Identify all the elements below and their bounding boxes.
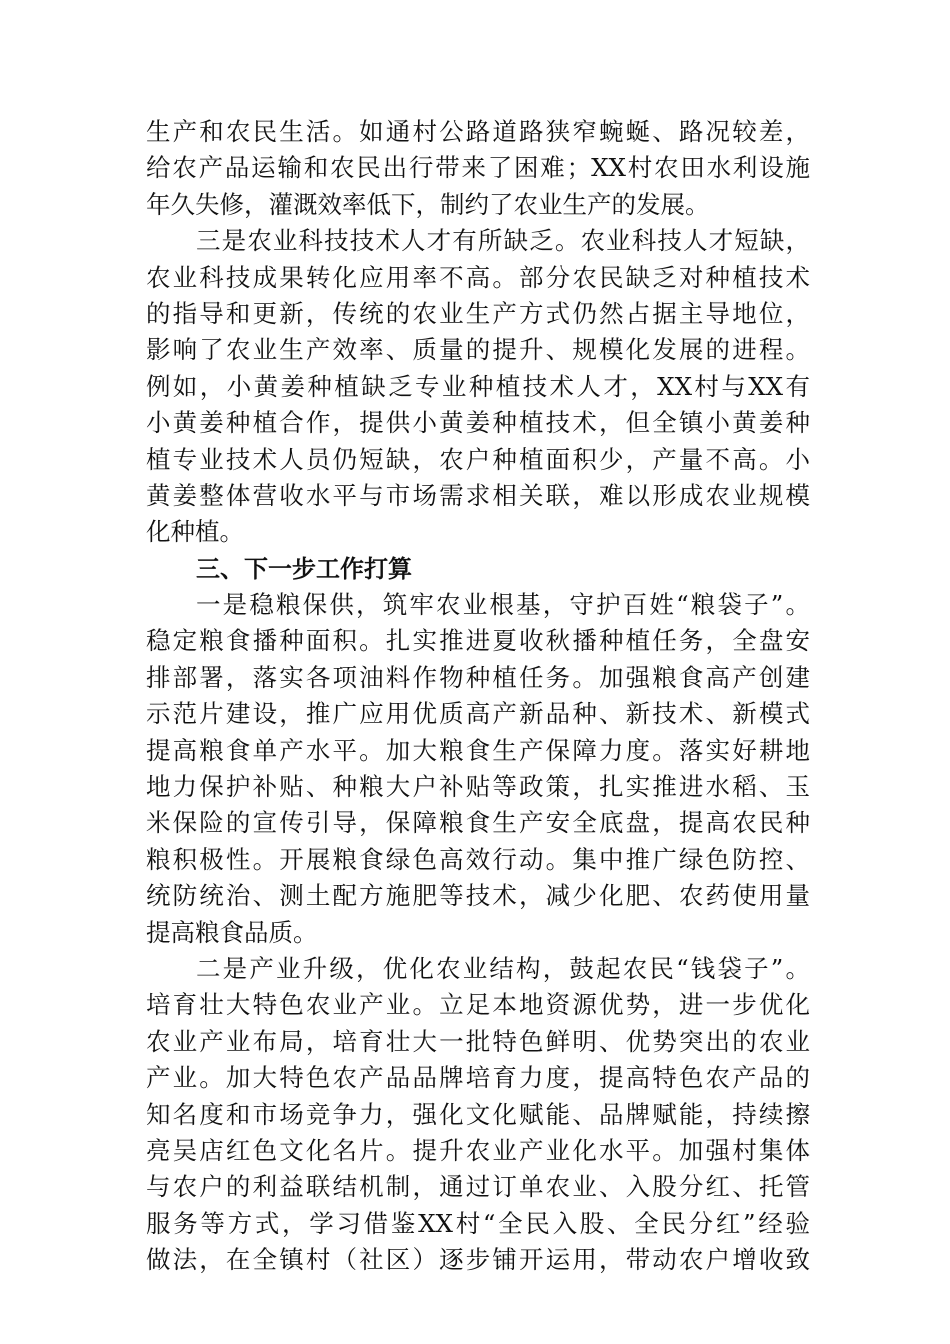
text-line: 提高粮食单产水平。加大粮食生产保障力度。落实好耕地 — [146, 735, 810, 765]
text-line: 服务等方式，学习借鉴XX村“全民入股、全民分红”经验 — [146, 1208, 810, 1238]
text-line: 米保险的宣传引导，保障粮食生产安全底盘，提高农民种 — [146, 808, 810, 838]
text-line: 例如，小黄姜种植缺乏专业种植技术人才，XX村与XX有 — [146, 371, 810, 401]
text-line: 小黄姜种植合作，提供小黄姜种植技术，但全镇小黄姜种 — [146, 408, 810, 438]
text-line: 统防统治、测土配方施肥等技术，减少化肥、农药使用量 — [146, 881, 810, 911]
text-line: 农业科技成果转化应用率不高。部分农民缺乏对种植技术 — [146, 262, 810, 292]
text-line: 示范片建设，推广应用优质高产新品种、新技术、新模式 — [146, 699, 810, 729]
text-line: 地力保护补贴、种粮大户补贴等政策，扎实推进水稻、玉 — [146, 772, 810, 802]
text-line: 粮积极性。开展粮食绿色高效行动。集中推广绿色防控、 — [146, 844, 810, 874]
text-line: 培育壮大特色农业产业。立足本地资源优势，进一步优化 — [146, 990, 810, 1020]
document-body — [146, 114, 810, 1279]
text-line: 三是农业科技技术人才有所缺乏。农业科技人才短缺， — [196, 226, 810, 256]
section-heading: 三、下一步工作打算 — [196, 554, 412, 583]
text-line: 生产和农民生活。如通村公路道路狭窄蜿蜒、路况较差， — [146, 117, 810, 146]
text-line: 提高粮食品质。 — [146, 917, 318, 947]
text-line: 影响了农业生产效率、质量的提升、规模化发展的进程。 — [146, 335, 810, 365]
text-line: 化种植。 — [146, 517, 244, 547]
text-line: 农业产业布局，培育壮大一批特色鲜明、优势突出的农业 — [146, 1026, 810, 1056]
text-line: 与农户的利益联结机制，通过订单农业、入股分红、托管 — [146, 1172, 810, 1202]
text-line: 做法，在全镇村（社区）逐步铺开运用，带动农户增收致 — [146, 1245, 810, 1275]
text-line: 二是产业升级，优化农业结构，鼓起农民“钱袋子”。 — [196, 953, 810, 983]
text-line: 黄姜整体营收水平与市场需求相关联，难以形成农业规模 — [146, 480, 810, 510]
text-line: 产业。加大特色农产品品牌培育力度，提高特色农产品的 — [146, 1063, 810, 1093]
text-line: 排部署，落实各项油料作物种植任务。加强粮食高产创建 — [146, 662, 810, 692]
text-line: 给农产品运输和农民出行带来了困难；XX村农田水利设施 — [146, 153, 810, 183]
text-line: 知名度和市场竞争力，强化文化赋能、品牌赋能，持续擦 — [146, 1099, 810, 1129]
text-line: 年久失修，灌溉效率低下，制约了农业生产的发展。 — [146, 189, 710, 219]
text-line: 植专业技术人员仍短缺，农户种植面积少，产量不高。小 — [146, 444, 810, 474]
text-line: 的指导和更新，传统的农业生产方式仍然占据主导地位， — [146, 298, 810, 328]
text-line: 稳定粮食播种面积。扎实推进夏收秋播种植任务，全盘安 — [146, 626, 810, 656]
text-line: 一是稳粮保供，筑牢农业根基，守护百姓“粮袋子”。 — [196, 590, 810, 620]
text-line: 亮吴店红色文化名片。提升农业产业化水平。加强村集体 — [146, 1135, 810, 1165]
